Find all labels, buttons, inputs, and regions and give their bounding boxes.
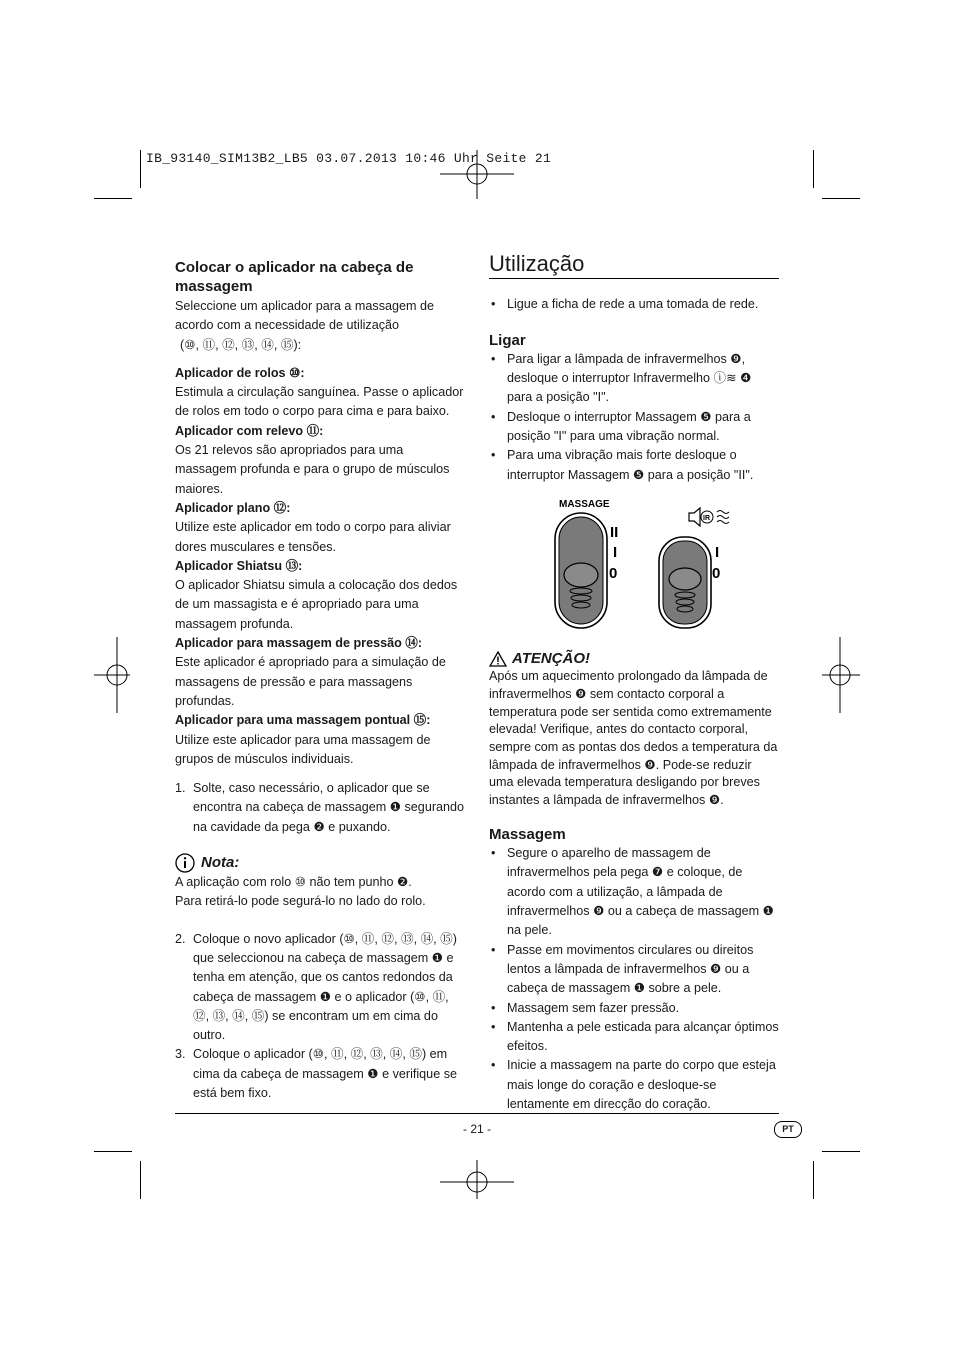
svg-text:I: I <box>715 543 720 561</box>
applicator-title-2: Aplicador plano ⑫: <box>175 500 291 515</box>
list-item: • Para ligar a lâmpada de infravermelhos ❾, desloque o interruptor Infravermelho ⓘ≋ ❹ para a posição "I". <box>491 351 752 405</box>
list-item: • Mantenha a pele esticada para alcançar óptimos efeitos. <box>491 1019 779 1054</box>
left-column <box>175 258 465 1103</box>
step-number: 2. <box>175 931 186 946</box>
svg-text:II: II <box>610 523 619 541</box>
list-item: • Para uma vibração mais forte desloque o interruptor Massagem ❺ para a posição "II". <box>491 448 754 482</box>
note-line-2: Para retirá-lo pode segurá-lo no lado do rolo. <box>175 894 426 909</box>
warning-text: Após um aquecimento prolongado da lâmpada de infravermelhos ❾ sem contacto corporal a temperatura pode ser sentida como extremamente elevada! Verifique, antes do contacto corporal, sempre com as pontas dos dedos a temperatura da lâmpada de infravermelhos ❾. Pode-se reduzir uma elevada temperatura desligando por breves instantes a lâmpada de infravermelhos ❾. <box>489 669 778 808</box>
step-number: 1. <box>175 781 186 796</box>
intro-text: Seleccione um aplicador para a massagem de acordo com a necessidade de utilização <box>175 299 435 333</box>
applicator-text-3: O aplicador Shiatsu simula a colocação dos dedos de um massagista e é apropriado para uma massagem profunda. <box>175 578 458 631</box>
section-heading-massagem: Massagem <box>489 825 566 843</box>
intro-refs: (⑩, ⑪, ⑫, ⑬, ⑭, ⑮): <box>180 337 302 352</box>
right-column <box>489 251 779 1114</box>
section-heading-ligar: Ligar <box>489 331 526 349</box>
svg-text:IR: IR <box>703 514 710 522</box>
step-1 <box>175 779 465 837</box>
list-item: • Segure o aparelho de massagem de infravermelhos pela pega ❼ e coloque, de acordo com a utilização, a lâmpada de infravermelhos ❾ ou a cabeça de massagem ❶ na pele. <box>491 846 774 938</box>
list-item: • Inicie a massagem na parte do corpo que esteja mais longe do coração e desloque-se lentamente em direcção do coração. <box>491 1058 776 1112</box>
note-box <box>175 853 465 912</box>
step-3 <box>175 1045 465 1103</box>
svg-text:0: 0 <box>609 564 618 582</box>
step-number: 3. <box>175 1047 186 1062</box>
applicator-text-0: Estimula a circulação sanguínea. Passe o aplicador de rolos em todo o corpo para cima e para baixo. <box>175 385 464 419</box>
applicator-title-1: Aplicador com relevo ⑪: <box>175 423 324 438</box>
step-text: Coloque o aplicador (⑩, ⑪, ⑫, ⑬, ⑭, ⑮) em cima da cabeça de massagem ❶ e verifique se está bem fixo. <box>193 1047 457 1100</box>
note-title: Nota: <box>201 854 240 872</box>
note-line-1: A aplicação com rolo ⑩ não tem punho ❷. <box>175 875 412 890</box>
section-heading-apply: Colocar o aplicador na cabeça de massagem <box>175 259 414 295</box>
svg-text:I: I <box>613 543 618 561</box>
applicator-text-5: Utilize este aplicador para uma massagem de grupos de músculos individuais. <box>175 732 431 766</box>
print-header: IB_93140_SIM13B2_LB5 03.07.2013 10:46 Uhr Seite 21 <box>146 151 552 166</box>
applicator-title-3: Aplicador Shiatsu ⑬: <box>175 558 303 573</box>
applicator-title-5: Aplicador para uma massagem pontual ⑮: <box>175 713 431 728</box>
step-2 <box>175 930 465 1046</box>
applicator-title-0: Aplicador de rolos ⑩: <box>175 365 305 380</box>
page-title: Utilização <box>489 251 585 276</box>
footer-rule <box>175 1113 779 1114</box>
massage-label: MASSAGE <box>559 498 610 510</box>
applicator-list <box>175 364 465 769</box>
list-item: • Passe em movimentos circulares ou direitos lentos a lâmpada de infravermelhos ❾ ou a cabeça de massagem ❶ sobre a pele. <box>491 942 754 996</box>
switch-figure <box>489 497 779 637</box>
svg-text:0: 0 <box>712 564 721 582</box>
step-text: Solte, caso necessário, o aplicador que se encontra na cabeça de massagem ❶ segurando na cavidade da pega ❷ e puxando. <box>193 781 465 834</box>
list-item: • Desloque o interruptor Massagem ❺ para a posição "I" para uma vibração normal. <box>491 409 751 444</box>
infrared-icon <box>689 508 729 526</box>
applicator-text-2: Utilize este aplicador em todo o corpo para aliviar dores musculares e tensões. <box>175 520 451 554</box>
applicator-title-4: Aplicador para massagem de pressão ⑭: <box>175 636 423 651</box>
warning-heading <box>489 649 779 668</box>
warning-title: ATENÇÃO! <box>512 649 591 667</box>
applicator-text-4: Este aplicador é apropriado para a simulação de massagens de pressão e para massagens profundas. <box>175 655 446 708</box>
list-item: • Ligue a ficha de rede a uma tomada de rede. <box>491 297 759 312</box>
info-icon <box>175 853 195 873</box>
list-item: • Massagem sem fazer pressão. <box>491 1000 680 1015</box>
warning-icon <box>489 651 507 667</box>
title-rule <box>489 278 779 279</box>
applicator-text-1: Os 21 relevos são apropriados para uma massagem profunda e para o grupo de músculos maiores. <box>175 443 450 496</box>
page-number: - 21 - <box>462 1122 491 1136</box>
language-badge: PT <box>774 1121 802 1138</box>
step-text: Coloque o novo aplicador (⑩, ⑪, ⑫, ⑬, ⑭, ⑮) que seleccionou na cabeça de massagem ❶ e tenha em atenção, que os cantos redondos da cabeça de massagem ❶ e o aplicador (⑩, ⑪, ⑫, ⑬, ⑭, ⑮) se encontram um em cima do outro. <box>193 931 457 1043</box>
